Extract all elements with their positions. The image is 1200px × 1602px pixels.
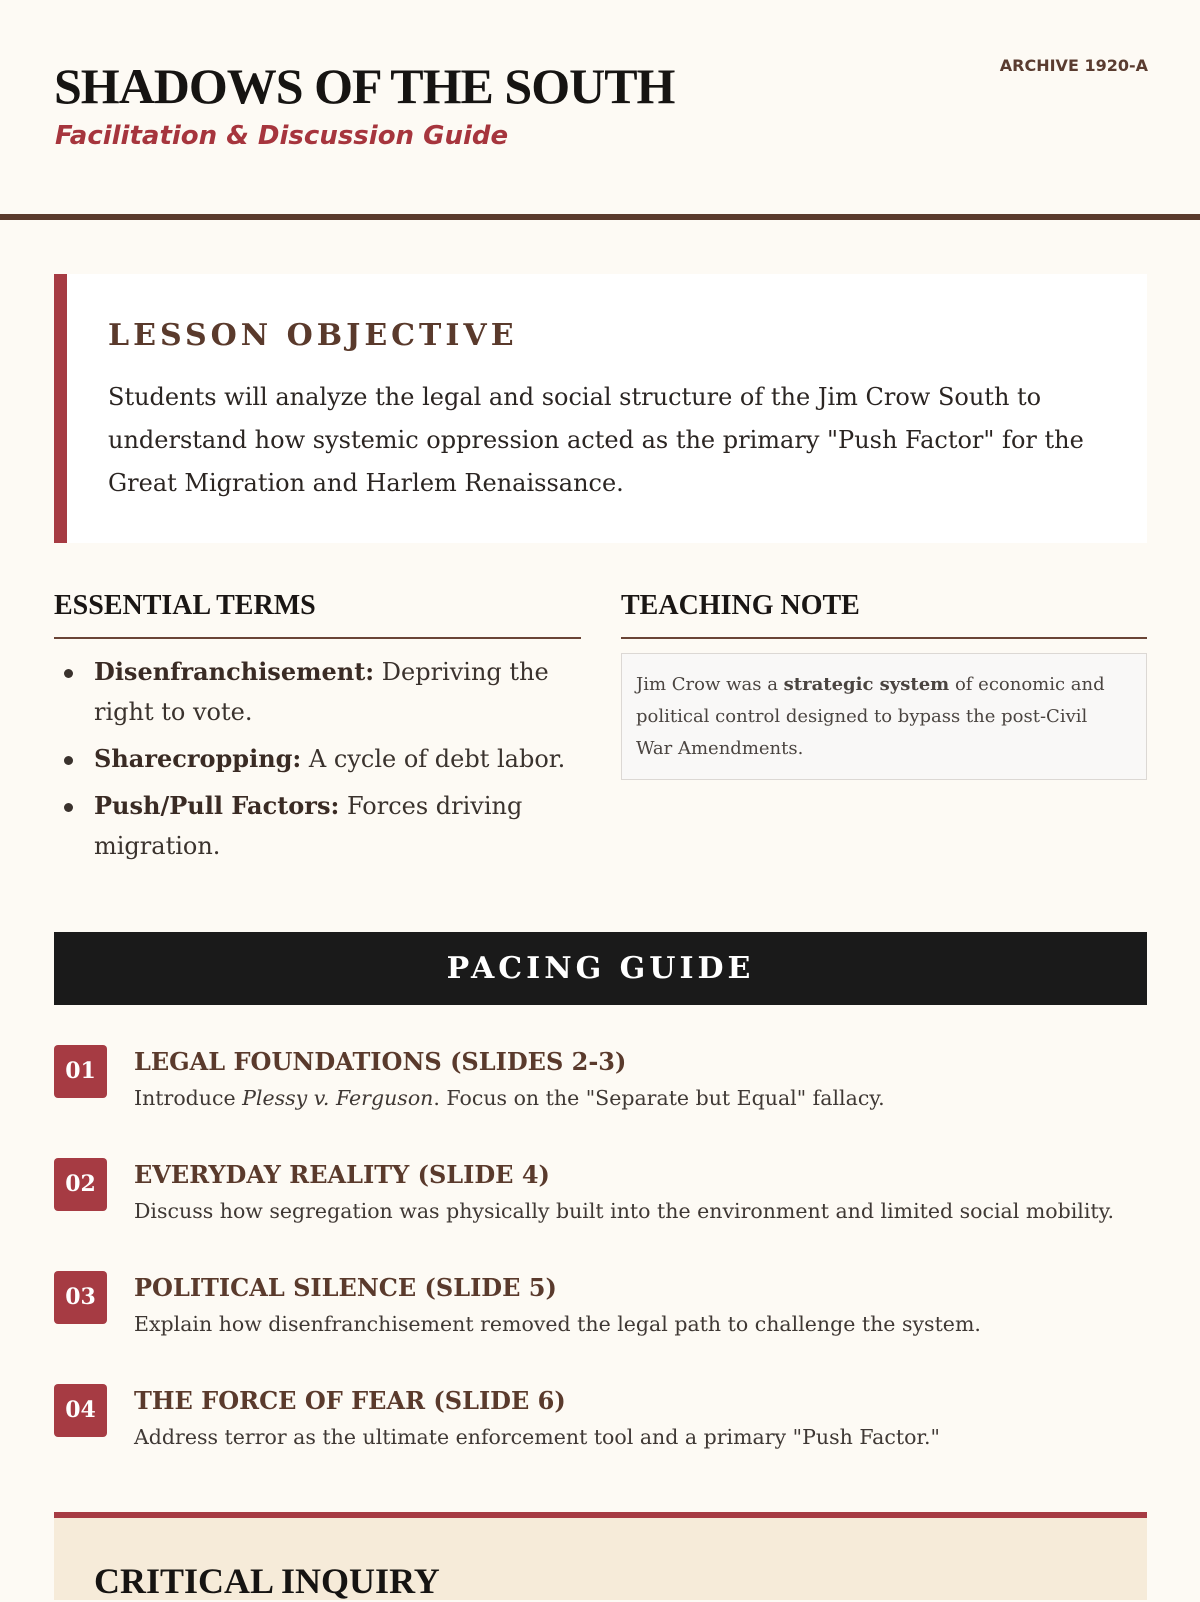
essential-terms-list [54,652,581,873]
step-description: Explain how disenfranchisement removed the legal path to challenge the system. [134,1312,981,1336]
term-definition: A cycle of debt labor. [301,745,566,773]
pacing-guide-heading: PACING GUIDE [446,951,755,986]
step-title: EVERYDAY REALITY (SLIDE 4) [134,1160,550,1189]
step-number-badge: 04 [54,1384,107,1437]
pacing-step [54,1158,1147,1248]
step-title: LEGAL FOUNDATIONS (SLIDES 2-3) [134,1047,627,1076]
step-text-part: . Focus on the "Separate but Equal" fallacy. [433,1086,885,1110]
step-number-badge: 02 [54,1158,107,1211]
step-number-badge: 01 [54,1045,107,1098]
term-name: Push/Pull Factors: [94,791,340,820]
page-title: SHADOWS OF THE SOUTH [54,58,675,114]
essential-terms-heading: ESSENTIAL TERMS [54,590,316,621]
note-emphasis: strategic system [783,674,950,695]
header-divider [0,214,1200,220]
case-name: Plessy v. Ferguson [242,1086,434,1110]
page-subtitle: Facilitation & Discussion Guide [55,121,509,151]
pacing-guide-banner [54,932,1147,1005]
list-item [54,652,581,732]
note-text-part: Jim Crow was a [636,674,784,695]
pacing-step [54,1045,1147,1135]
archive-code: ARCHIVE 1920-A [999,56,1148,75]
critical-inquiry-section [54,1512,1147,1600]
step-description: Discuss how segregation was physically built into the environment and limited social mobility. [134,1199,1115,1223]
term-name: Disenfranchisement: [94,657,375,686]
teaching-note-heading: TEACHING NOTE [621,590,860,621]
note-text-part: of economic and political control designed to bypass the post-Civil War Amendments. [636,674,1105,759]
step-description: Address terror as the ultimate enforcement tool and a primary "Push Factor." [134,1425,940,1449]
lesson-objective-heading: LESSON OBJECTIVE [108,318,518,353]
pacing-step [54,1271,1147,1361]
term-name: Sharecropping: [94,744,302,773]
term-definition: Depriving the right to vote. [94,658,549,726]
teaching-note-box [621,653,1147,780]
step-title: THE FORCE OF FEAR (SLIDE 6) [134,1386,566,1415]
list-item [54,786,581,866]
step-title: POLITICAL SILENCE (SLIDE 5) [134,1273,557,1302]
page-header [0,0,1200,216]
step-description [134,1083,885,1113]
lesson-objective-text: Students will analyze the legal and social structure of the Jim Crow South to understand how systemic oppression acted as the primary "Push Factor" for the Great Migration and Harlem Renaissance. [108,383,1084,497]
critical-inquiry-heading: CRITICAL INQUIRY [94,1561,440,1601]
step-number-badge: 03 [54,1271,107,1324]
teaching-note-text [636,669,1126,765]
teaching-note-divider [621,637,1147,639]
step-text-part: Introduce [134,1086,243,1110]
lesson-objective-card [54,274,1147,543]
essential-terms-divider [54,637,581,639]
pacing-step [54,1384,1147,1474]
list-item [54,739,581,779]
term-definition: Forces driving migration. [94,792,523,860]
